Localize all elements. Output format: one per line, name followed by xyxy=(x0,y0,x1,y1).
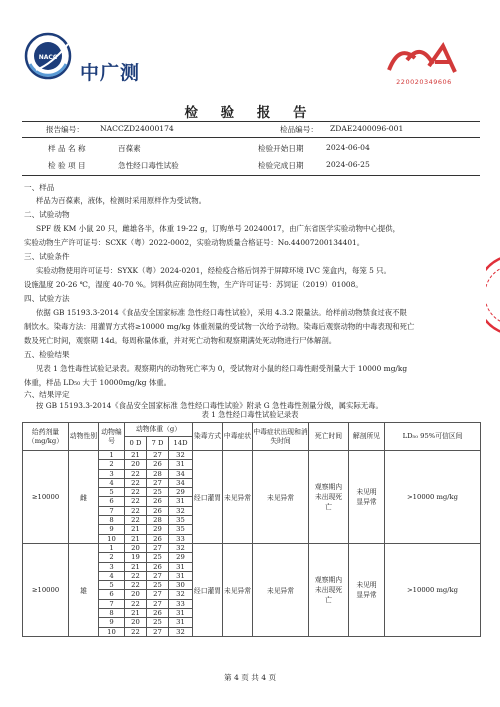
weight-day0-cell: 21 xyxy=(125,534,147,543)
weight-day0-cell: 22 xyxy=(125,627,147,636)
weight-day14-cell: 31 xyxy=(169,497,193,506)
section-animals-line: 实验动物生产许可证号：SCXK（粤）2022-0002，实验动物质量合格证号：No.44007200134401。 xyxy=(24,238,365,247)
sample-no-label: 检品编号： xyxy=(280,125,318,134)
ld50-cell: >10000 mg/kg xyxy=(385,451,481,544)
animal-id-cell: 7 xyxy=(99,599,125,608)
weight-day0-cell: 22 xyxy=(125,497,147,506)
animal-id-cell: 8 xyxy=(99,609,125,618)
toxic-signs-cell: 未见异常 xyxy=(223,451,253,544)
start-date: 2024-06-04 xyxy=(326,143,370,152)
section-method-line: 数及死亡时间，观察期 14d。每周称量体重，并对死亡动物和观察期满处死动物进行尸体解剖。 xyxy=(24,336,337,345)
section-conditions-line: 设施温度 20-26 ℃，湿度 40-70 %。饲料供应商协同生物，生产许可证号：苏饲证（2019）01008。 xyxy=(24,280,363,289)
header-onset: 中毒症状出现和消失时间 xyxy=(253,423,309,451)
weight-day7-cell: 25 xyxy=(147,618,169,627)
animal-id-cell: 7 xyxy=(99,506,125,515)
animal-id-cell: 1 xyxy=(99,451,125,460)
weight-day14-cell: 32 xyxy=(169,627,193,636)
weight-day14-cell: 31 xyxy=(169,609,193,618)
weight-day14-cell: 29 xyxy=(169,553,193,562)
report-no: NACCZD24000174 xyxy=(100,124,174,133)
section-method-title: 四、试验方法 xyxy=(24,294,70,303)
company-name: 中广测 xyxy=(80,62,141,84)
animal-id-cell: 4 xyxy=(99,478,125,487)
section-sample-title: 一、样品 xyxy=(24,183,55,192)
divider xyxy=(22,121,480,122)
route-cell: 经口灌胃 xyxy=(193,451,223,544)
animal-id-cell: 4 xyxy=(99,571,125,580)
weight-day14-cell: 35 xyxy=(169,525,193,534)
weight-day14-cell: 32 xyxy=(169,506,193,515)
weight-day0-cell: 20 xyxy=(125,590,147,599)
weight-day0-cell: 22 xyxy=(125,581,147,590)
death-time-cell: 观察期内未出现死亡 xyxy=(309,451,349,544)
section-results-title: 五、检验结果 xyxy=(24,350,70,359)
weight-day14-cell: 35 xyxy=(169,516,193,525)
logo-badge-text: NACC xyxy=(38,54,58,61)
section-results-line: 见表 1 急性毒性试验记录表。观察期内的动物死亡率为 0，受试物对小鼠的经口毒性耐受剂量大于 10000 mg/kg xyxy=(36,364,408,373)
weight-day7-cell: 26 xyxy=(147,506,169,515)
animal-id-cell: 6 xyxy=(99,590,125,599)
animal-id-cell: 5 xyxy=(99,581,125,590)
sex-cell: 雄 xyxy=(69,543,99,636)
section-sample-text: 样品为百葆素，液体，检测时采用原样作为受试物。 xyxy=(36,196,206,205)
weight-day7-cell: 26 xyxy=(147,562,169,571)
onset-cell: 未见异常 xyxy=(253,543,309,636)
weight-day14-cell: 34 xyxy=(169,469,193,478)
weight-day7-cell: 27 xyxy=(147,543,169,552)
header-dose: 给药剂量（mg/kg） xyxy=(23,423,69,451)
weight-day0-cell: 22 xyxy=(125,506,147,515)
header-weight: 动物体重（g） xyxy=(125,423,193,437)
weight-day0-cell: 20 xyxy=(125,618,147,627)
section-results-line: 体重，样品 LD₅₀ 大于 10000mg/kg 体重。 xyxy=(24,378,172,387)
nacc-logo-icon xyxy=(22,30,74,82)
animal-id-cell: 10 xyxy=(99,627,125,636)
weight-day7-cell: 27 xyxy=(147,451,169,460)
section-method-line: 制饮水。染毒方法：用灌胃方式将≥10000 mg/kg 体重剂量的受试物一次给予动物。染毒后观察动物的中毒表现和死亡 xyxy=(24,322,415,331)
header-toxic-signs: 中毒症状 xyxy=(223,423,253,451)
report-no-label: 报告编号： xyxy=(46,125,84,134)
weight-day7-cell: 27 xyxy=(147,627,169,636)
necropsy-cell: 未见明显异常 xyxy=(349,543,385,636)
onset-cell: 未见异常 xyxy=(253,451,309,544)
animal-id-cell: 5 xyxy=(99,488,125,497)
weight-day14-cell: 33 xyxy=(169,534,193,543)
section-conditions-title: 三、试验条件 xyxy=(24,252,70,261)
animal-id-cell: 2 xyxy=(99,553,125,562)
weight-day7-cell: 26 xyxy=(147,609,169,618)
toxic-signs-cell: 未见异常 xyxy=(223,543,253,636)
weight-day0-cell: 21 xyxy=(125,562,147,571)
weight-day0-cell: 22 xyxy=(125,571,147,580)
section-method-line: 依据 GB 15193.3-2014《食品安全国家标准 急性经口毒性试验》，采用 4.3.2 限量法。给样前动物禁食过夜不限 xyxy=(36,308,407,317)
weight-day7-cell: 28 xyxy=(147,516,169,525)
weight-day0-cell: 19 xyxy=(125,553,147,562)
table-row xyxy=(23,451,481,460)
weight-day14-cell: 32 xyxy=(169,590,193,599)
animal-id-cell: 9 xyxy=(99,525,125,534)
death-time-cell: 观察期内未出现死亡 xyxy=(309,543,349,636)
weight-day7-cell: 26 xyxy=(147,497,169,506)
animal-id-cell: 1 xyxy=(99,543,125,552)
section-animals-line: SPF 级 KM 小鼠 20 只，雌雄各半，体重 19-22 g，订购单号 20240017，由广东省医学实验动物中心提供， xyxy=(36,224,400,233)
document-title: 检 验 报 告 xyxy=(184,105,316,121)
weight-day0-cell: 22 xyxy=(125,599,147,608)
weight-day7-cell: 27 xyxy=(147,599,169,608)
page-number: 第 4 页 共 4 页 xyxy=(223,673,277,682)
header-death-time: 死亡时间 xyxy=(309,423,349,451)
divider xyxy=(22,175,480,176)
header-route: 染毒方式 xyxy=(193,423,223,451)
weight-day7-cell: 27 xyxy=(147,590,169,599)
weight-day0-cell: 20 xyxy=(125,543,147,552)
animal-id-cell: 10 xyxy=(99,534,125,543)
weight-day14-cell: 31 xyxy=(169,618,193,627)
weight-day14-cell: 33 xyxy=(169,599,193,608)
end-date: 2024-06-25 xyxy=(326,160,370,169)
table-caption: 表 1 急性经口毒性试验记录表 xyxy=(201,410,299,419)
animal-id-cell: 3 xyxy=(99,562,125,571)
header-animal-id: 动物编号 xyxy=(99,423,125,451)
animal-id-cell: 8 xyxy=(99,516,125,525)
weight-day0-cell: 22 xyxy=(125,478,147,487)
test-item: 急性经口毒性试验 xyxy=(118,161,179,170)
weight-day0-cell: 22 xyxy=(125,469,147,478)
dose-cell: ≥10000 xyxy=(23,543,69,636)
sex-cell: 雌 xyxy=(69,451,99,544)
weight-day14-cell: 32 xyxy=(169,451,193,460)
weight-day0-cell: 21 xyxy=(125,451,147,460)
weight-day7-cell: 29 xyxy=(147,525,169,534)
weight-day14-cell: 31 xyxy=(169,562,193,571)
header-day7: 7 D xyxy=(147,437,169,451)
sample-name-label: 样 品 名 称 xyxy=(48,144,86,153)
end-date-label: 检验完成日期 xyxy=(258,161,304,170)
item-label: 检 验 项 目 xyxy=(48,161,86,170)
cma-number: 220020349606 xyxy=(396,78,452,86)
header-ld50: LD₅₀ 95%可信区间 xyxy=(385,423,481,451)
weight-day7-cell: 25 xyxy=(147,488,169,497)
toxicity-record-table xyxy=(22,422,481,637)
animal-id-cell: 2 xyxy=(99,460,125,469)
weight-day7-cell: 28 xyxy=(147,469,169,478)
sample-no: ZDAE2400096-001 xyxy=(330,124,404,133)
animal-id-cell: 9 xyxy=(99,618,125,627)
weight-day7-cell: 26 xyxy=(147,534,169,543)
weight-day7-cell: 27 xyxy=(147,478,169,487)
weight-day14-cell: 32 xyxy=(169,543,193,552)
animal-id-cell: 6 xyxy=(99,497,125,506)
animal-id-cell: 3 xyxy=(99,469,125,478)
seal-stamp-icon xyxy=(486,255,500,335)
section-evaluation-line: 按 GB 15193.3-2014《食品安全国家标准 急性经口毒性试验》附录 G 急性毒性剂量分级，属实际无毒。 xyxy=(36,401,383,410)
weight-day0-cell: 20 xyxy=(125,460,147,469)
divider xyxy=(22,137,480,138)
cma-seal-icon xyxy=(385,40,459,80)
weight-day0-cell: 22 xyxy=(125,488,147,497)
header-sex: 动物性别 xyxy=(69,423,99,451)
sample-name: 百葆素 xyxy=(118,144,141,153)
route-cell: 经口灌胃 xyxy=(193,543,223,636)
dose-cell: ≥10000 xyxy=(23,451,69,544)
section-animals-title: 二、试验动物 xyxy=(24,210,70,219)
section-conditions-line: 实验动物使用许可证号：SYXK（粤）2024-0201，经检疫合格后饲养于屏障环境 IVC 笼盒内，每笼 5 只。 xyxy=(36,266,391,275)
section-evaluation-title: 六、结果评定 xyxy=(24,390,70,399)
header-day14: 14D xyxy=(169,437,193,451)
weight-day0-cell: 21 xyxy=(125,525,147,534)
ld50-cell: >10000 mg/kg xyxy=(385,543,481,636)
header-day0: 0 D xyxy=(125,437,147,451)
weight-day14-cell: 29 xyxy=(169,488,193,497)
table-row xyxy=(23,543,481,552)
weight-day0-cell: 22 xyxy=(125,516,147,525)
weight-day14-cell: 34 xyxy=(169,478,193,487)
necropsy-cell: 未见明显异常 xyxy=(349,451,385,544)
start-date-label: 检验开始日期 xyxy=(258,144,304,153)
weight-day14-cell: 31 xyxy=(169,460,193,469)
weight-day0-cell: 21 xyxy=(125,609,147,618)
weight-day7-cell: 27 xyxy=(147,571,169,580)
weight-day14-cell: 31 xyxy=(169,571,193,580)
header-necropsy: 解剖所见 xyxy=(349,423,385,451)
weight-day7-cell: 25 xyxy=(147,581,169,590)
weight-day7-cell: 25 xyxy=(147,553,169,562)
weight-day14-cell: 30 xyxy=(169,581,193,590)
weight-day7-cell: 26 xyxy=(147,460,169,469)
